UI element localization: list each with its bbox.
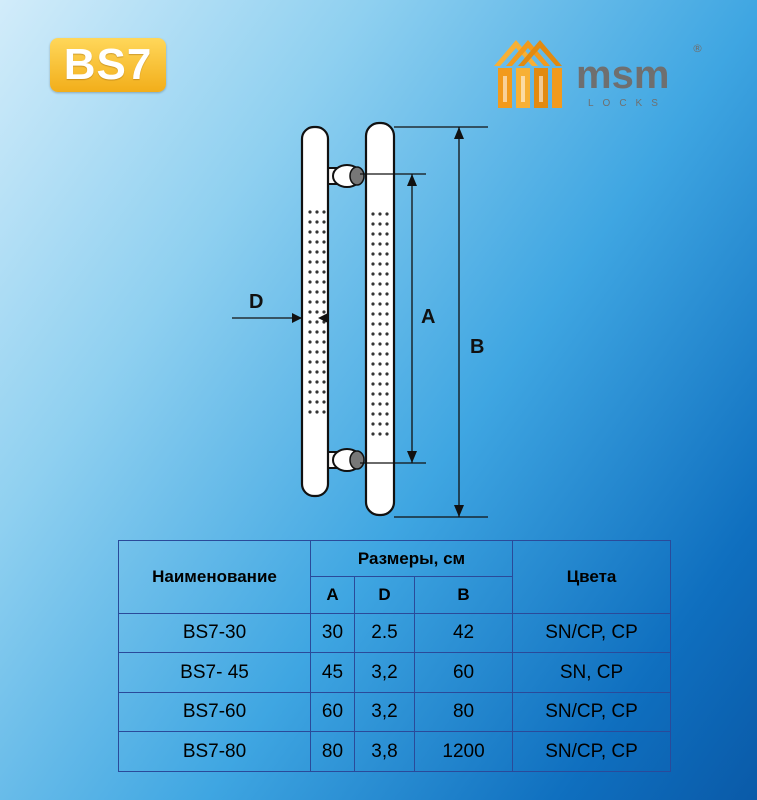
- grip-dot: [315, 270, 318, 273]
- row-b: 80: [415, 692, 513, 732]
- row-colors: SN, CP: [513, 653, 671, 693]
- grip-dot: [322, 220, 325, 223]
- grip-dot: [322, 270, 325, 273]
- grip-dot: [308, 340, 311, 343]
- grip-dot: [385, 282, 388, 285]
- label-a: A: [421, 306, 436, 328]
- table-row: [119, 613, 671, 653]
- grip-dot: [315, 400, 318, 403]
- grip-dot: [371, 242, 374, 245]
- grip-dot: [371, 312, 374, 315]
- grip-dot: [378, 232, 381, 235]
- row-a: 30: [311, 613, 355, 653]
- grip-dot: [308, 330, 311, 333]
- row-b: 42: [415, 613, 513, 653]
- grip-dot: [378, 292, 381, 295]
- row-a: 60: [311, 692, 355, 732]
- grip-dot: [315, 320, 318, 323]
- grip-dot: [315, 370, 318, 373]
- grip-dot: [378, 382, 381, 385]
- grip-dot: [308, 240, 311, 243]
- grip-dot: [378, 242, 381, 245]
- grip-dot: [385, 392, 388, 395]
- grip-dot: [378, 402, 381, 405]
- label-d: D: [249, 291, 264, 313]
- grip-dot: [308, 310, 311, 313]
- grip-dot: [308, 210, 311, 213]
- grip-dot: [371, 412, 374, 415]
- grip-dot: [371, 292, 374, 295]
- spec-table: [118, 540, 671, 772]
- label-b: B: [470, 336, 485, 358]
- grip-dot: [315, 350, 318, 353]
- col-a-header: A: [311, 577, 355, 613]
- grip-dot: [371, 282, 374, 285]
- grip-dot: [322, 370, 325, 373]
- grip-dot: [378, 272, 381, 275]
- grip-dot: [378, 432, 381, 435]
- row-d: 2.5: [355, 613, 415, 653]
- grip-dot: [378, 412, 381, 415]
- grip-dot: [315, 230, 318, 233]
- grip-dot: [315, 210, 318, 213]
- grip-dot: [371, 352, 374, 355]
- grip-dot: [385, 252, 388, 255]
- grip-dot: [322, 260, 325, 263]
- grip-dot: [378, 362, 381, 365]
- grip-dot: [308, 250, 311, 253]
- grip-dot: [378, 392, 381, 395]
- grip-dot: [385, 432, 388, 435]
- handle-bar-side: [366, 123, 394, 515]
- row-colors: SN/CP, CP: [513, 732, 671, 772]
- grip-dot: [322, 230, 325, 233]
- row-d: 3,2: [355, 653, 415, 693]
- grip-dot: [385, 262, 388, 265]
- grip-dot: [378, 302, 381, 305]
- grip-dot: [315, 250, 318, 253]
- grip-dot: [315, 410, 318, 413]
- grip-dot: [385, 402, 388, 405]
- table-row: [119, 692, 671, 732]
- grip-dot: [322, 240, 325, 243]
- grip-dot: [378, 322, 381, 325]
- grip-dot: [385, 222, 388, 225]
- row-b: 1200: [415, 732, 513, 772]
- grip-dot: [378, 282, 381, 285]
- grip-dot: [315, 390, 318, 393]
- grip-dot: [322, 360, 325, 363]
- grip-dot: [308, 410, 311, 413]
- grip-dot: [385, 362, 388, 365]
- table-row: [119, 653, 671, 693]
- grip-dot: [322, 340, 325, 343]
- row-a: 80: [311, 732, 355, 772]
- grip-dot: [322, 350, 325, 353]
- row-colors: SN/CP, CP: [513, 692, 671, 732]
- grip-dot: [378, 262, 381, 265]
- grip-dot: [371, 332, 374, 335]
- grip-dot: [315, 310, 318, 313]
- grip-dot: [371, 302, 374, 305]
- grip-dot: [322, 330, 325, 333]
- grip-dot: [378, 332, 381, 335]
- col-b-header: B: [415, 577, 513, 613]
- grip-dot: [315, 360, 318, 363]
- grip-dot: [315, 300, 318, 303]
- grip-dot: [378, 252, 381, 255]
- grip-dot: [378, 342, 381, 345]
- grip-dot: [308, 380, 311, 383]
- grip-dot: [371, 432, 374, 435]
- grip-dot: [315, 240, 318, 243]
- grip-dot: [371, 382, 374, 385]
- grip-dot: [322, 290, 325, 293]
- grip-dot: [371, 422, 374, 425]
- grip-dot: [371, 392, 374, 395]
- grip-dot: [378, 422, 381, 425]
- row-name: BS7- 45: [119, 653, 311, 693]
- grip-dot: [308, 290, 311, 293]
- grip-dot: [315, 330, 318, 333]
- grip-dot: [308, 260, 311, 263]
- grip-dot: [315, 340, 318, 343]
- logo-registered: ®: [692, 42, 703, 55]
- grip-dot: [308, 270, 311, 273]
- table-row: [119, 732, 671, 772]
- grip-dot: [385, 382, 388, 385]
- grip-dot: [385, 292, 388, 295]
- grip-dot: [308, 280, 311, 283]
- row-b: 60: [415, 653, 513, 693]
- row-d: 3,8: [355, 732, 415, 772]
- grip-dot: [371, 342, 374, 345]
- grip-dot: [378, 212, 381, 215]
- grip-dot: [378, 312, 381, 315]
- grip-dot: [322, 390, 325, 393]
- grip-dot: [385, 412, 388, 415]
- grip-dot: [308, 220, 311, 223]
- grip-dot: [378, 372, 381, 375]
- grip-dot: [308, 230, 311, 233]
- grip-dot: [308, 390, 311, 393]
- grip-dot: [385, 212, 388, 215]
- grip-dot: [315, 220, 318, 223]
- grip-dot: [308, 400, 311, 403]
- grip-dot: [308, 320, 311, 323]
- grip-dot: [315, 280, 318, 283]
- grip-dot: [385, 342, 388, 345]
- grip-dot: [385, 232, 388, 235]
- grip-dot: [322, 410, 325, 413]
- logo-brand: msm: [576, 53, 670, 97]
- grip-dot: [371, 232, 374, 235]
- grip-dot: [371, 272, 374, 275]
- grip-dot: [385, 332, 388, 335]
- grip-dot: [371, 212, 374, 215]
- grip-dot: [385, 352, 388, 355]
- grip-dot: [371, 222, 374, 225]
- grip-dot: [308, 350, 311, 353]
- grip-dot: [371, 322, 374, 325]
- logo-sub: LOCKS: [588, 98, 667, 109]
- row-d: 3,2: [355, 692, 415, 732]
- grip-dot: [308, 360, 311, 363]
- row-a: 45: [311, 653, 355, 693]
- grip-dot: [385, 272, 388, 275]
- grip-dot: [315, 380, 318, 383]
- grip-dot: [385, 242, 388, 245]
- model-code: BS7: [63, 40, 153, 89]
- grip-dot: [322, 380, 325, 383]
- grip-dot: [385, 302, 388, 305]
- grip-dot: [322, 310, 325, 313]
- grip-dot: [385, 372, 388, 375]
- grip-dot: [308, 300, 311, 303]
- grip-dot: [371, 362, 374, 365]
- grip-dot: [385, 422, 388, 425]
- grip-dot: [371, 252, 374, 255]
- grip-dot: [322, 280, 325, 283]
- grip-dot: [322, 250, 325, 253]
- name-header: Наименование: [119, 541, 311, 614]
- grip-dot: [378, 352, 381, 355]
- grip-dot: [385, 322, 388, 325]
- grip-dot: [378, 222, 381, 225]
- row-name: BS7-60: [119, 692, 311, 732]
- grip-dot: [322, 210, 325, 213]
- grip-dot: [385, 312, 388, 315]
- size-header: Размеры, см: [311, 541, 513, 577]
- grip-dot: [322, 400, 325, 403]
- grip-dot: [315, 260, 318, 263]
- grip-dot: [315, 290, 318, 293]
- row-name: BS7-80: [119, 732, 311, 772]
- grip-dot: [371, 262, 374, 265]
- grip-dot: [322, 300, 325, 303]
- grip-dot: [371, 402, 374, 405]
- grip-dot: [308, 370, 311, 373]
- color-header: Цвета: [513, 541, 671, 614]
- col-d-header: D: [355, 577, 415, 613]
- row-colors: SN/CP, CP: [513, 613, 671, 653]
- row-name: BS7-30: [119, 613, 311, 653]
- grip-dot: [371, 372, 374, 375]
